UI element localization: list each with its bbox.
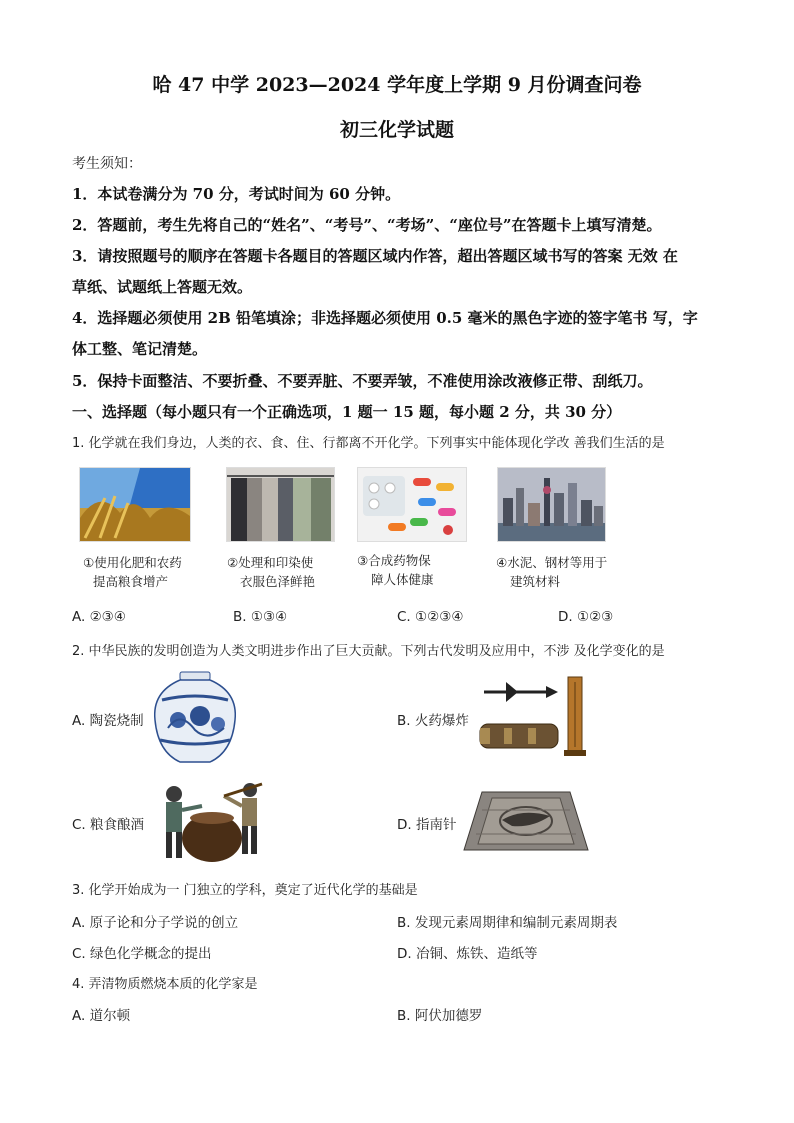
caption-clothes: ②处理和印染使 衣服色泽鲜艳 bbox=[227, 555, 316, 589]
notice-item-4-cont: 体工整、笔记清楚。 bbox=[72, 340, 208, 358]
notice-item-2: 2．答题前，考生先将自己的“姓名”、“考号”、“考场”、“座位号”在答题卡上填写清楚。 bbox=[72, 216, 662, 234]
compass-image bbox=[462, 790, 590, 856]
exam-subtitle: 初三化学试题 bbox=[339, 119, 454, 141]
fertilizer-crop-image bbox=[79, 467, 191, 542]
question-1-stem: 1. 化学就在我们身边，人类的衣、食、住、行都离不开化学。下列事实中能体现化学改 善我们生活的是 bbox=[72, 436, 665, 451]
q2-option-a[interactable]: A. 陶瓷烧制 bbox=[72, 713, 144, 729]
q2-option-d[interactable]: D. 指南针 bbox=[397, 817, 457, 833]
caption-fertilizer: ①使用化肥和农药 提高粮食增产 bbox=[83, 555, 182, 589]
q4-option-a[interactable]: A. 道尔顿 bbox=[72, 1008, 131, 1024]
caption-medicine: ③合成药物保 障人体健康 bbox=[357, 553, 434, 587]
dyed-clothes-image bbox=[226, 467, 335, 542]
question-4-stem: 4. 弄清物质燃烧本质的化学家是 bbox=[72, 977, 258, 992]
question-3-stem: 3. 化学开始成为一 门独立的学科，奠定了近代化学的基础是 bbox=[72, 883, 418, 898]
city-buildings-image bbox=[497, 467, 606, 542]
wine-brewing-image bbox=[152, 776, 272, 868]
exam-title: 哈 47 中学 2023—2024 学年度上学期 9 月份调查问卷 bbox=[152, 74, 642, 96]
notice-item-4: 4．选择题必须使用 2B 铅笔填涂；非选择题必须使用 0.5 毫米的黑色字迹的签字笔书 写，字 bbox=[72, 309, 698, 327]
q1-option-b[interactable]: B. ①③④ bbox=[233, 609, 288, 625]
notice-item-1: 1．本试卷满分为 70 分，考试时间为 60 分钟。 bbox=[72, 185, 401, 203]
notice-item-5: 5．保持卡面整洁、不要折叠、不要弄脏、不要弄皱，不准使用涂改液修正带、刮纸刀。 bbox=[72, 372, 653, 390]
section-heading: 一、选择题（每小题只有一个正确选项，1 题一 15 题，每小题 2 分，共 30 分） bbox=[72, 403, 622, 421]
porcelain-jar-image bbox=[150, 670, 240, 769]
medicine-pills-image bbox=[357, 467, 467, 542]
gunpowder-rocket-image bbox=[476, 672, 591, 766]
q1-option-c[interactable]: C. ①②③④ bbox=[397, 609, 464, 625]
notice-item-3-cont: 草纸、试题纸上答题无效。 bbox=[72, 278, 253, 296]
q3-option-a[interactable]: A. 原子论和分子学说的创立 bbox=[72, 915, 239, 931]
q2-option-b[interactable]: B. 火药爆炸 bbox=[397, 713, 469, 729]
q2-option-c[interactable]: C. 粮食酿酒 bbox=[72, 817, 145, 833]
q3-option-b[interactable]: B. 发现元素周期律和编制元素周期表 bbox=[397, 915, 618, 931]
question-2-stem: 2. 中华民族的发明创造为人类文明进步作出了巨大贡献。下列古代发明及应用中，不涉 及化学变化的是 bbox=[72, 644, 665, 659]
notice-item-3: 3．请按照题号的顺序在答题卡各题目的答题区域内作答，超出答题区域书写的答案 无效 在 bbox=[72, 247, 678, 265]
q3-option-c[interactable]: C. 绿色化学概念的提出 bbox=[72, 946, 212, 962]
q4-option-b[interactable]: B. 阿伏加德罗 bbox=[397, 1008, 483, 1024]
q3-option-d[interactable]: D. 冶铜、炼铁、造纸等 bbox=[397, 946, 538, 962]
notice-heading: 考生须知： bbox=[72, 156, 142, 172]
caption-buildings: ④水泥、钢材等用于 建筑材料 bbox=[496, 555, 608, 589]
q1-option-d[interactable]: D. ①②③ bbox=[558, 609, 614, 625]
q1-option-a[interactable]: A. ②③④ bbox=[72, 609, 126, 625]
